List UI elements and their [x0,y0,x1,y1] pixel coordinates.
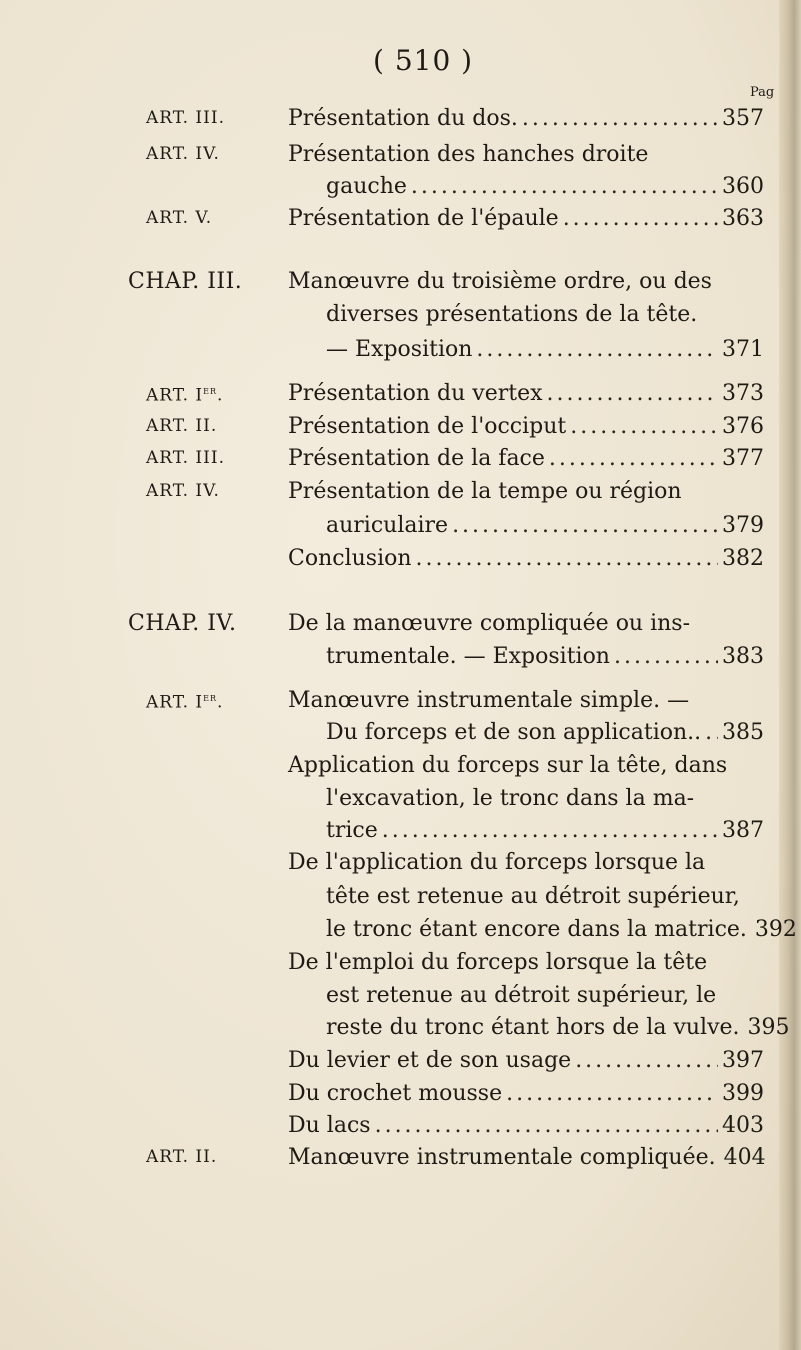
toc-line [0,1081,801,1115]
dot-leader [416,546,718,571]
toc-line [0,269,801,303]
entry-page-number: 387 [722,818,764,843]
entry-title: Manœuvre instrumentale simple. — [288,688,690,713]
dot-leader [570,414,718,439]
article-label: ART. IV. [146,481,220,501]
toc-entry [326,884,740,918]
toc-line [0,917,801,951]
dot-leader [506,1081,718,1106]
toc-entry [326,174,764,208]
toc-entry [326,917,797,951]
entry-title: Du forceps et de son application.. [326,720,702,745]
entry-page-number: 373 [722,381,764,406]
toc-entry [288,688,689,722]
toc-line [0,983,801,1017]
toc-entry [288,1081,764,1115]
chapter-label: CHAP. III. [128,269,243,294]
toc-line [0,381,801,415]
entry-page-number: 404 [723,1145,766,1170]
toc-line [0,1113,801,1147]
toc-line [0,479,801,513]
entry-page-number: 403 [722,1113,764,1138]
entry-title: est retenue au détroit supérieur, le [326,983,717,1008]
entry-title: auriculaire [326,513,449,538]
entry-title: gauche [326,174,407,199]
entry-title: Application du forceps sur la tête, dans [288,753,728,778]
entry-page-number: 392 [754,917,797,942]
toc-line [0,688,801,722]
toc-entry [288,1048,764,1082]
toc-entry [288,611,690,645]
article-label: ART. IV. [146,144,220,164]
entry-page-number: 382 [722,546,764,571]
entry-page-number: 379 [722,513,764,538]
toc-line [0,206,801,240]
entry-title: tête est retenue au détroit supérieur, [326,884,740,909]
toc-line [0,1015,801,1049]
toc-entry [288,1113,764,1147]
toc-entry [326,302,697,336]
toc-entry [288,106,764,140]
entry-page-number: 376 [722,414,764,439]
dot-leader [549,446,718,471]
entry-page-number: 371 [722,337,764,362]
toc-line [0,786,801,820]
dot-leader [476,337,718,362]
toc-line [0,720,801,754]
toc-line [0,884,801,918]
dot-leader [705,720,718,745]
entry-title: Présentation du dos. [288,106,518,131]
dot-leader [547,381,718,406]
article-label: ART. V. [146,208,213,228]
entry-title: Du lacs [288,1113,371,1138]
entry-page-number: 383 [722,644,764,669]
toc-line [0,337,801,371]
toc-line [0,446,801,480]
toc-line [0,106,801,140]
entry-page-number: 397 [722,1048,764,1073]
entry-title: Du levier et de son usage [288,1048,572,1073]
entry-title: l'excavation, le tronc dans la ma- [326,786,695,811]
entry-title: Conclusion [288,546,412,571]
entry-title: — Exposition [326,337,473,362]
toc-entry [288,1145,764,1179]
entry-page-number: 385 [722,720,764,745]
dot-leader [563,206,718,231]
entry-title: Manœuvre instrumentale compliquée. [288,1145,716,1170]
toc-entry [326,337,764,371]
entry-title: trumentale. — Exposition [326,644,610,669]
entry-page-number: 363 [722,206,764,231]
entry-title: Présentation de la tempe ou région [288,479,682,504]
toc-line [0,611,801,645]
toc-entry [288,269,712,303]
chapter-label: CHAP. IV. [128,611,237,636]
entry-page-number: 377 [722,446,764,471]
article-label: ART. Ier. [146,383,224,406]
dot-leader [382,818,718,843]
toc-entry [288,446,764,480]
page-number: ( 510 ) [373,44,474,77]
entry-page-number: 395 [747,1015,790,1040]
toc-line [0,818,801,852]
toc-line [0,950,801,984]
entry-title: Présentation de l'occiput [288,414,567,439]
toc-entry [326,786,694,820]
toc-entry [288,850,705,884]
entry-title: Du crochet mousse [288,1081,503,1106]
entry-title: Manœuvre du troisième ordre, ou des [288,269,712,294]
entry-title: De la manœuvre compliquée ou ins- [288,611,691,636]
toc-line [0,1145,801,1179]
toc-entry [326,644,764,678]
entry-page-number: 357 [722,106,764,131]
entry-title: Présentation de l'épaule [288,206,559,231]
dot-leader [375,1113,718,1138]
entry-title: diverses présentations de la tête. [326,302,698,327]
toc-line [0,513,801,547]
toc-entry [326,983,716,1017]
toc-line [0,142,801,176]
toc-line [0,850,801,884]
toc-line [0,753,801,787]
article-label: ART. II. [146,1147,218,1167]
toc-entry [288,479,682,513]
dot-leader [575,1048,718,1073]
toc-line [0,414,801,448]
entry-title: Présentation du vertex [288,381,543,406]
entry-title: trice [326,818,378,843]
entry-title: De l'application du forceps lorsque la [288,850,706,875]
entry-title: reste du tronc étant hors de la vulve. [326,1015,740,1040]
entry-page-number: 399 [722,1081,764,1106]
dot-leader [411,174,718,199]
entry-title: le tronc étant encore dans la matrice. [326,917,747,942]
toc-entry [288,950,707,984]
toc-entry [326,513,764,547]
entry-title: Présentation des hanches droite [288,142,649,167]
toc-entry [288,206,764,240]
entry-title: Présentation de la face [288,446,545,471]
toc-entry [288,546,764,580]
toc-entry [288,142,648,176]
entry-title: De l'emploi du forceps lorsque la tête [288,950,708,975]
dot-leader [522,106,718,131]
toc-line [0,546,801,580]
article-label: ART. II. [146,416,218,436]
toc-entry [326,1015,790,1049]
toc-line [0,1048,801,1082]
toc-entry [288,381,764,415]
toc-entry [288,414,764,448]
toc-line [0,174,801,208]
toc-entry [326,720,764,754]
entry-page-number: 360 [722,174,764,199]
pag-column-label: Pag [750,85,775,100]
dot-leader [452,513,718,538]
dot-leader [614,644,718,669]
toc-line [0,302,801,336]
article-label: ART. III. [146,108,225,128]
toc-entry [288,753,727,787]
toc-line [0,644,801,678]
article-label: ART. Ier. [146,690,224,713]
article-label: ART. III. [146,448,225,468]
toc-entry [326,818,764,852]
